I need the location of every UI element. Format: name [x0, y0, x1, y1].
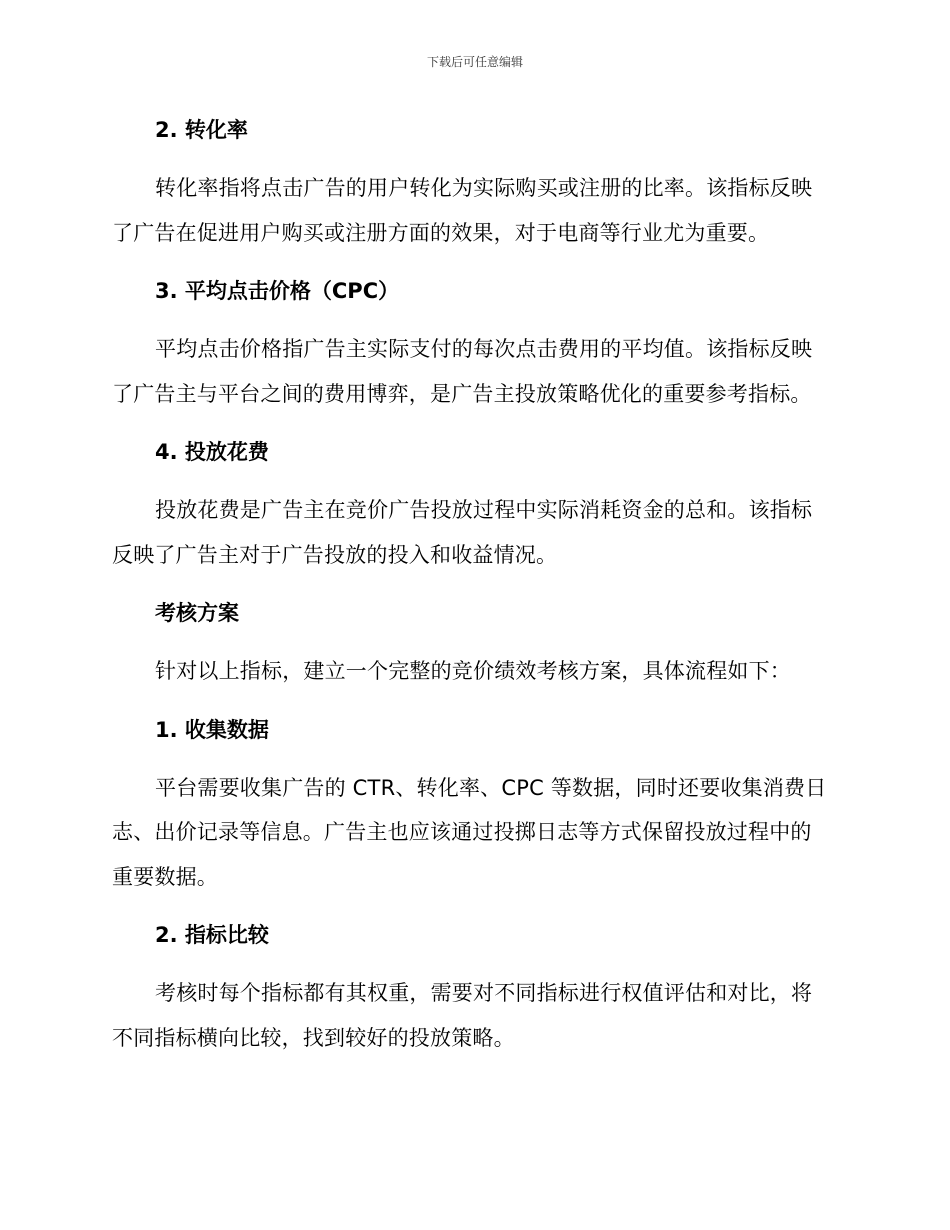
section-heading-cpc: 3. 平均点击价格（CPC） [155, 279, 400, 303]
section-paragraph-collect-data: 平台需要收集广告的 CTR、转化率、CPC 等数据，同时还要收集消费日志、出价记录等信息。广告主也应该通过投掷日志等方式保留投放过程中的重要数据。 [112, 775, 827, 889]
section-heading-spend: 4. 投放花费 [155, 440, 269, 464]
section-paragraph-metric-comparison: 考核时每个指标都有其权重，需要对不同指标进行权值评估和对比，将不同指标横向比较，找到较好的投放策略。 [112, 981, 813, 1050]
page-header: 下载后可任意编辑 [426, 55, 523, 69]
section-heading-metric-comparison: 2. 指标比较 [155, 923, 269, 947]
section-heading-collect-data: 1. 收集数据 [155, 717, 269, 742]
section-paragraph-spend: 投放花费是广告主在竞价广告投放过程中实际消耗资金的总和。该指标反映了广告主对于广告投放的投入和收益情况。 [112, 498, 813, 567]
section-heading-assessment-plan: 考核方案 [155, 601, 239, 625]
section-heading-conversion-rate: 2. 转化率 [155, 118, 248, 142]
section-paragraph-cpc: 平均点击价格指广告主实际支付的每次点击费用的平均值。该指标反映了广告主与平台之间的费用博弈，是广告主投放策略优化的重要参考指标。 [112, 337, 813, 406]
section-paragraph-assessment-plan: 针对以上指标，建立一个完整的竞价绩效考核方案，具体流程如下： [155, 659, 791, 683]
document-body [112, 108, 832, 1060]
section-paragraph-conversion-rate: 转化率指将点击广告的用户转化为实际购买或注册的比率。该指标反映了广告在促进用户购买或注册方面的效果，对于电商等行业尤为重要。 [112, 176, 813, 245]
